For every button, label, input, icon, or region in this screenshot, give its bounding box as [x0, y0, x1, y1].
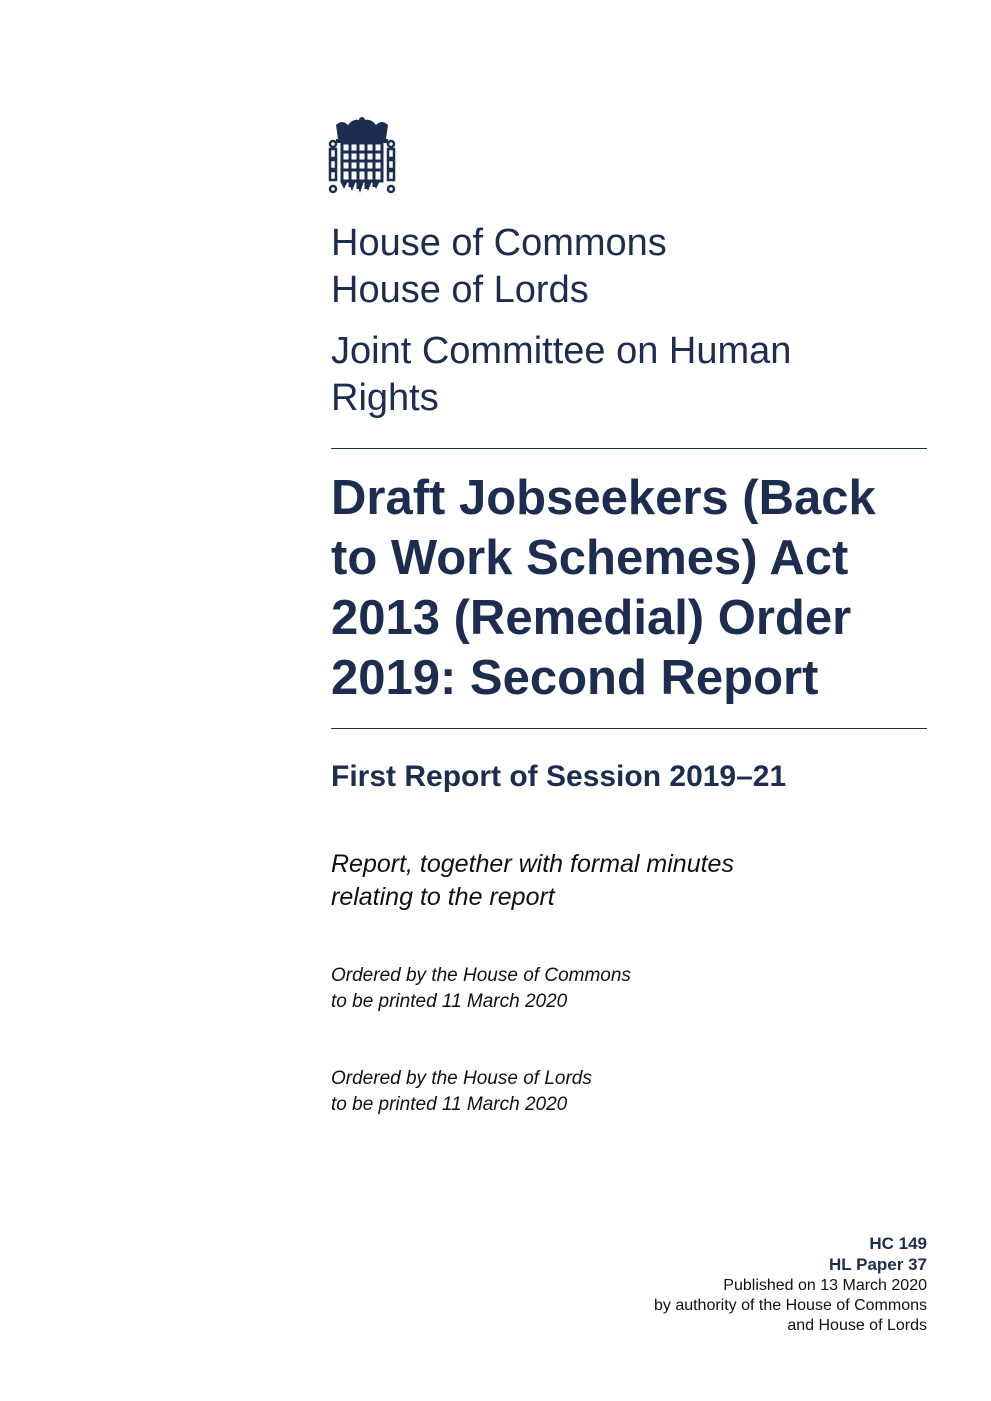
divider-top — [331, 448, 927, 449]
ordered-line: to be printed 11 March 2020 — [331, 991, 568, 1012]
house-of-commons-heading: House of Commons — [331, 222, 667, 264]
divider-bottom — [331, 728, 927, 729]
subtitle-line: relating to the report — [331, 883, 555, 911]
report-title — [331, 468, 876, 708]
authority-line: and House of Lords — [787, 1317, 927, 1334]
house-of-lords-heading: House of Lords — [331, 269, 589, 311]
ordered-line: Ordered by the House of Commons — [331, 965, 631, 986]
report-subtitle — [331, 848, 734, 914]
title-line: to Work Schemes) Act — [331, 531, 849, 585]
hc-number: HC 149 — [869, 1234, 927, 1253]
title-line: 2013 (Remedial) Order — [331, 591, 852, 645]
ordered-line: to be printed 11 March 2020 — [331, 1094, 568, 1115]
subtitle-line: Report, together with formal minutes — [331, 850, 734, 878]
published-date: Published on 13 March 2020 — [723, 1277, 927, 1294]
session-heading: First Report of Session 2019–21 — [331, 760, 787, 793]
ordered-lords — [331, 1066, 592, 1118]
hl-paper-number: HL Paper 37 — [829, 1255, 927, 1274]
committee-name-line-1: Joint Committee on Human — [331, 330, 792, 372]
ordered-commons — [331, 963, 631, 1015]
title-line: 2019: Second Report — [331, 651, 819, 705]
title-line: Draft Jobseekers (Back — [331, 471, 876, 525]
ordered-line: Ordered by the House of Lords — [331, 1068, 592, 1089]
committee-name-line-2: Rights — [331, 377, 439, 419]
publication-info — [654, 1234, 927, 1336]
portcullis-logo — [328, 117, 396, 197]
authority-line: by authority of the House of Commons — [653, 1297, 927, 1314]
